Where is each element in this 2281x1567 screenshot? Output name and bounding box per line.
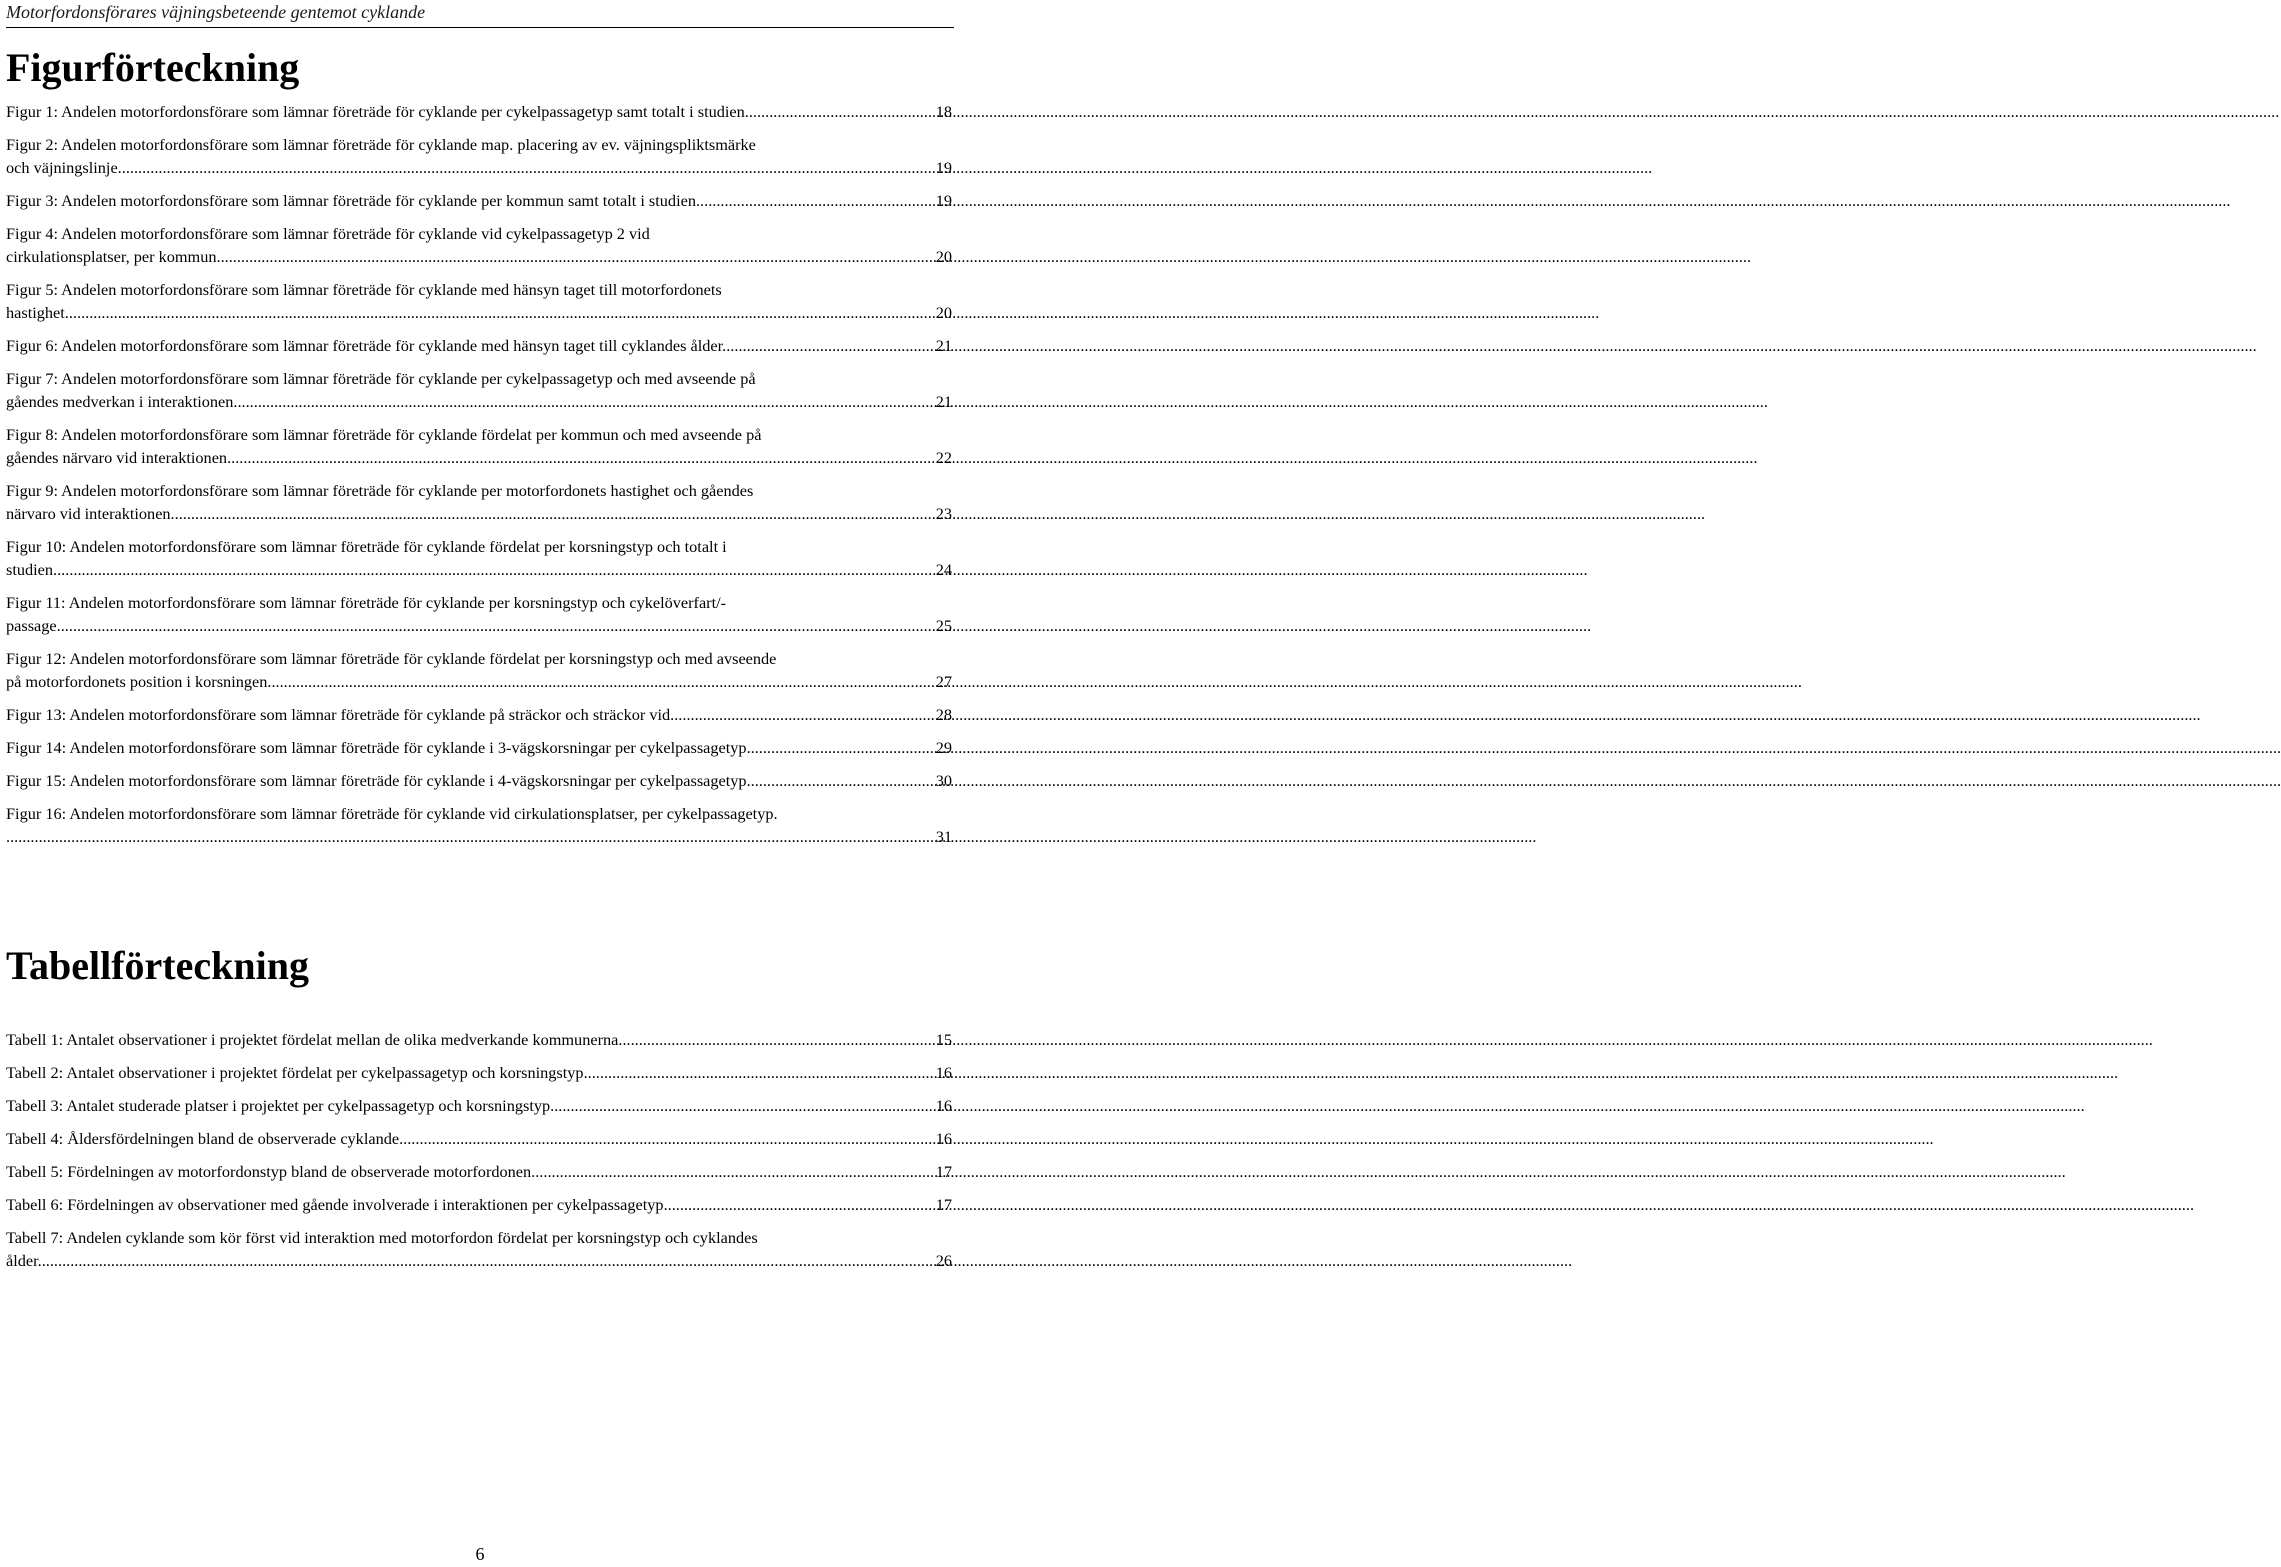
dot-leader (700, 189, 935, 212)
figure-entry[interactable] (6, 736, 952, 759)
table-entry-page: 17 (935, 1195, 952, 1214)
figure-entry-page: 21 (935, 392, 952, 411)
table-entry-page: 15 (935, 1030, 952, 1049)
table-entry[interactable] (6, 1061, 952, 1084)
dot-leader (122, 156, 935, 179)
figure-entry-text: Figur 8: Andelen motorfordonsförare som lämnar företräde för cyklande fördelat per kommun och med avseende på (6, 425, 762, 444)
dot-leader (664, 1193, 935, 1216)
table-entry-text: Tabell 3: Antalet studerade platser i projektet per cykelpassagetyp och korsningstyp. (6, 1096, 555, 1115)
figure-entry[interactable] (6, 703, 952, 726)
figure-entry-text: Figur 13: Andelen motorfordonsförare som lämnar företräde för cyklande på sträckor och sträckor vid (6, 705, 671, 724)
figure-entry-text: Figur 1: Andelen motorfordonsförare som lämnar företräde för cyklande per cykelpassagetyp samt totalt i studien. (6, 102, 749, 121)
figure-entry-page: 25 (935, 616, 952, 635)
table-entry[interactable] (6, 1028, 952, 1051)
dot-leader (237, 390, 934, 413)
figure-entry-text: studien. (6, 560, 58, 579)
figure-entry-text: gåendes medverkan i interaktionen. (6, 392, 238, 411)
figure-entry[interactable] (6, 479, 952, 525)
dot-leader (42, 1249, 935, 1272)
table-entry[interactable] (6, 1127, 952, 1150)
dot-leader (588, 1061, 935, 1084)
figure-list (6, 100, 952, 858)
table-entry-text: Tabell 1: Antalet observationer i projektet fördelat mellan de olika medverkande kommunerna. (6, 1030, 623, 1049)
figure-entry-text: hastighet. (6, 303, 69, 322)
dot-leader (61, 614, 935, 637)
figure-entry-text: Figur 16: Andelen motorfordonsförare som lämnar företräde för cyklande vid cirkulationsplatser, per cykelpassagetyp. (6, 804, 778, 823)
figure-entry-text: på motorfordonets position i korsningen. (6, 672, 272, 691)
figure-entry[interactable] (6, 222, 952, 268)
table-entry-page: 17 (935, 1162, 952, 1181)
figure-entry[interactable] (6, 189, 952, 212)
figure-entry-page: 24 (935, 560, 952, 579)
dot-leader (57, 558, 935, 581)
dot-leader (670, 703, 935, 726)
table-entry-page: 16 (935, 1096, 952, 1115)
figure-list-title: Figurförteckning (6, 45, 300, 90)
dot-leader (751, 769, 935, 792)
dot-leader (271, 670, 934, 693)
table-entry[interactable] (6, 1094, 952, 1117)
figure-entry-text: gåendes närvaro vid interaktionen (6, 448, 228, 467)
figure-entry-text: Figur 2: Andelen motorfordonsförare som lämnar företräde för cyklande map. placering av ev. väjningspliktsmärke (6, 135, 756, 154)
figure-entry-text: Figur 7: Andelen motorfordonsförare som lämnar företräde för cyklande per cykelpassagetyp och med avseende på (6, 369, 756, 388)
figure-entry-text: och väjningslinje. (6, 158, 122, 177)
page-number: 6 (475, 1544, 485, 1564)
figure-entry-page: 31 (935, 827, 952, 846)
figure-entry[interactable] (6, 367, 952, 413)
dot-leader (535, 1160, 934, 1183)
header-rule (6, 27, 954, 28)
figure-entry-page: 20 (935, 247, 952, 266)
dot-leader (751, 736, 935, 759)
figure-entry-text: cirkulationsplatser, per kommun. (6, 247, 221, 266)
dot-leader (227, 446, 935, 469)
figure-entry[interactable] (6, 769, 952, 792)
figure-entry-text: Figur 3: Andelen motorfordonsförare som lämnar företräde för cyklande per kommun samt totalt i studien. (6, 191, 701, 210)
figure-entry-page: 28 (935, 705, 952, 724)
figure-entry-text: Figur 15: Andelen motorfordonsförare som lämnar företräde för cyklande i 4-vägskorsningar per cykelpassagetyp. (6, 771, 751, 790)
figure-entry-text: Figur 10: Andelen motorfordonsförare som lämnar företräde för cyklande fördelat per korsningstyp och totalt i (6, 537, 727, 556)
figure-entry[interactable] (6, 334, 952, 357)
figure-entry-text: Figur 14: Andelen motorfordonsförare som lämnar företräde för cyklande i 3-vägskorsningar per cykelpassagetyp. (6, 738, 751, 757)
figure-entry[interactable] (6, 535, 952, 581)
dot-leader (554, 1094, 935, 1117)
table-list-title: Tabellförteckning (6, 943, 309, 988)
table-entry-page: 16 (935, 1063, 952, 1082)
table-entry-text: Tabell 2: Antalet observationer i projektet fördelat per cykelpassagetyp och korsningstyp. (6, 1063, 588, 1082)
figure-entry[interactable] (6, 802, 952, 848)
figure-entry[interactable] (6, 278, 952, 324)
figure-entry-page: 27 (935, 672, 952, 691)
dot-leader (749, 100, 935, 123)
figure-entry[interactable] (6, 423, 952, 469)
table-entry-page: 16 (935, 1129, 952, 1148)
figure-entry[interactable] (6, 100, 952, 123)
figure-entry-page: 22 (935, 448, 952, 467)
dot-leader (6, 825, 935, 848)
figure-entry-page: 19 (935, 191, 952, 210)
dot-leader (69, 301, 935, 324)
table-entry-text: Tabell 6: Fördelningen av observationer med gående involverade i interaktionen per cykelpassagetyp (6, 1195, 664, 1214)
figure-entry[interactable] (6, 133, 952, 179)
figure-entry[interactable] (6, 591, 952, 637)
figure-entry-page: 23 (935, 504, 952, 523)
table-entry-text: ålder. (6, 1251, 42, 1270)
figure-entry-text: Figur 4: Andelen motorfordonsförare som lämnar företräde för cyklande vid cykelpassagetyp 2 vid (6, 224, 650, 243)
figure-entry-text: Figur 11: Andelen motorfordonsförare som lämnar företräde för cyklande per korsningstyp och cykelöverfart/- (6, 593, 727, 612)
dot-leader (726, 334, 934, 357)
table-entry-text: Tabell 7: Andelen cyklande som kör först vid interaktion med motorfordon fördelat per korsningstyp och cyklandes (6, 1228, 758, 1247)
figure-entry-text: Figur 12: Andelen motorfordonsförare som lämnar företräde för cyklande fördelat per korsningstyp och med avseende (6, 649, 777, 668)
dot-leader (622, 1028, 934, 1051)
table-entry[interactable] (6, 1160, 952, 1183)
table-entry[interactable] (6, 1226, 952, 1272)
figure-entry-page: 21 (935, 336, 952, 355)
table-entry[interactable] (6, 1193, 952, 1216)
dot-leader (175, 502, 935, 525)
table-entry-text: Tabell 5: Fördelningen av motorfordonstyp bland de observerade motorfordonen. (6, 1162, 536, 1181)
table-entry-text: Tabell 4: Åldersfördelningen bland de observerade cyklande. (6, 1129, 404, 1148)
table-entry-page: 26 (935, 1251, 952, 1270)
table-list (6, 1028, 952, 1282)
figure-entry-text: Figur 5: Andelen motorfordonsförare som lämnar företräde för cyklande med hänsyn taget till motorfordonets (6, 280, 722, 299)
running-header: Motorfordonsförares väjningsbeteende gentemot cyklande (6, 2, 426, 22)
figure-entry-text: närvaro vid interaktionen. (6, 504, 175, 523)
figure-entry-page: 18 (935, 102, 952, 121)
figure-entry[interactable] (6, 647, 952, 693)
figure-entry-page: 30 (935, 771, 952, 790)
figure-entry-text: passage. (6, 616, 61, 635)
figure-entry-page: 19 (935, 158, 952, 177)
dot-leader (221, 245, 935, 268)
figure-entry-text: Figur 9: Andelen motorfordonsförare som lämnar företräde för cyklande per motorfordonets hastighet och gåendes (6, 481, 754, 500)
dot-leader (403, 1127, 935, 1150)
figure-entry-page: 20 (935, 303, 952, 322)
figure-entry-text: Figur 6: Andelen motorfordonsförare som lämnar företräde för cyklande med hänsyn taget till cyklandes ålder. (6, 336, 727, 355)
figure-entry-page: 29 (935, 738, 952, 757)
